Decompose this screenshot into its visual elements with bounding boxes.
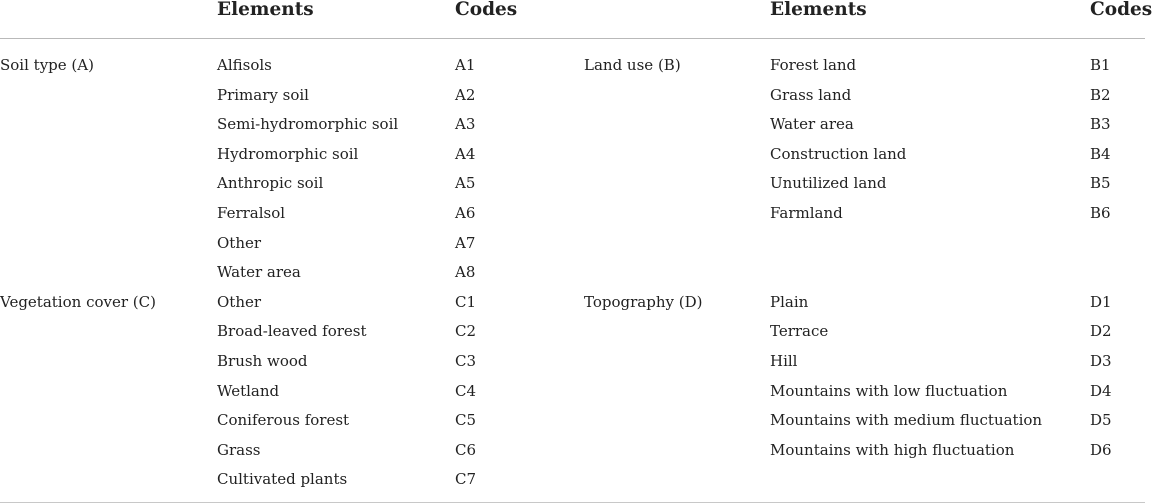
code-cell-right: D2	[1090, 322, 1112, 341]
element-cell-left: Wetland	[217, 381, 280, 400]
header-left-elements: Elements	[217, 0, 314, 20]
category-label-right: Topography (D)	[584, 292, 703, 311]
element-cell-left: Alfisols	[217, 56, 272, 74]
code-cell-left: A8	[455, 263, 476, 282]
code-cell-right: B6	[1090, 204, 1111, 222]
element-cell-left: Brush wood	[217, 352, 308, 370]
code-cell-left: A7	[455, 233, 476, 252]
code-cell-left: C3	[455, 352, 477, 370]
element-cell-left: Coniferous forest	[217, 411, 350, 430]
code-cell-left: C5	[455, 411, 477, 430]
element-cell-right: Forest land	[770, 56, 857, 74]
element-cell-right: Construction land	[770, 144, 907, 163]
element-cell-left: Cultivated plants	[217, 470, 348, 489]
element-cell-right: Mountains with low fluctuation	[770, 381, 1008, 400]
code-cell-left: C2	[455, 322, 477, 341]
category-label-left: Vegetation cover (C)	[0, 292, 156, 311]
element-cell-left: Semi-hydromorphic soil	[217, 115, 399, 134]
code-cell-left: C4	[455, 381, 477, 400]
table-header	[0, 0, 1152, 39]
category-label-left: Soil type (A)	[0, 56, 94, 74]
element-cell-right: Unutilized land	[770, 174, 887, 193]
code-cell-left: A3	[455, 115, 476, 134]
code-cell-left: C7	[455, 470, 477, 489]
element-cell-right: Hill	[770, 352, 798, 370]
element-cell-left: Other	[217, 233, 262, 252]
code-cell-left: C1	[455, 292, 477, 311]
element-cell-right: Grass land	[770, 85, 852, 104]
code-cell-left: A2	[455, 85, 476, 104]
element-cell-left: Broad-leaved forest	[217, 322, 367, 341]
element-cell-right: Farmland	[770, 204, 843, 222]
code-cell-right: D3	[1090, 352, 1112, 370]
element-cell-left: Other	[217, 292, 262, 311]
element-cell-left: Grass	[217, 440, 261, 459]
code-cell-right: B1	[1090, 56, 1111, 74]
header-right-elements: Elements	[770, 0, 867, 20]
element-cell-right: Mountains with high fluctuation	[770, 440, 1015, 459]
code-cell-right: D5	[1090, 411, 1112, 430]
code-cell-left: A5	[455, 174, 476, 193]
code-cell-right: B2	[1090, 85, 1111, 104]
code-cell-right: B5	[1090, 174, 1111, 193]
header-left-codes: Codes	[455, 0, 518, 20]
element-cell-right: Mountains with medium fluctuation	[770, 411, 1043, 430]
element-cell-left: Anthropic soil	[217, 174, 324, 193]
element-cell-left: Ferralsol	[217, 204, 286, 222]
code-cell-right: B3	[1090, 115, 1111, 134]
code-cell-right: D6	[1090, 440, 1112, 459]
element-cell-right: Water area	[770, 115, 854, 134]
code-cell-right: D4	[1090, 381, 1112, 400]
code-cell-left: C6	[455, 440, 477, 459]
table-bottom-rule	[0, 502, 1145, 503]
category-label-right: Land use (B)	[584, 56, 681, 74]
code-cell-left: A1	[455, 56, 476, 74]
code-cell-right: D1	[1090, 292, 1112, 311]
element-cell-right: Terrace	[770, 322, 829, 341]
element-cell-right: Plain	[770, 292, 809, 311]
element-cell-left: Water area	[217, 263, 301, 282]
element-cell-left: Hydromorphic soil	[217, 144, 359, 163]
code-cell-right: B4	[1090, 144, 1111, 163]
code-cell-left: A6	[455, 204, 476, 222]
element-cell-left: Primary soil	[217, 85, 309, 104]
code-cell-left: A4	[455, 144, 476, 163]
header-right-codes: Codes	[1090, 0, 1152, 20]
